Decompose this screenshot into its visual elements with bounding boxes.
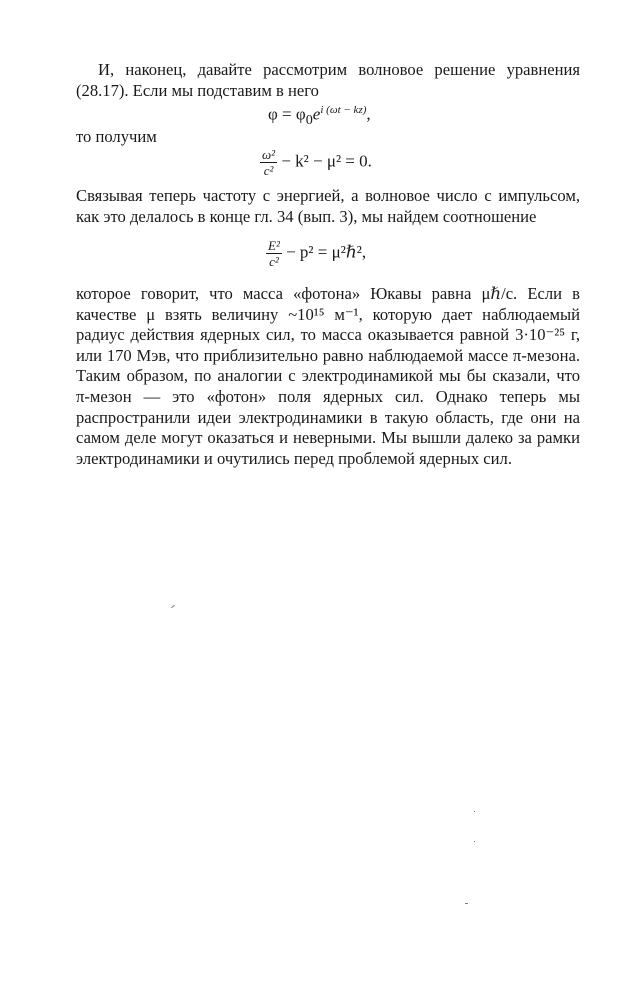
equation-wave-solution (268, 104, 371, 129)
fraction-omega-c (260, 147, 277, 178)
scan-speck (465, 903, 468, 904)
equation-dispersion (260, 147, 372, 178)
fraction-numerator: ω² (262, 147, 276, 162)
paragraph-yukawa-mass: которое говорит, что масса «фотона» Юкавы равна μℏ/c. Если в качестве μ взять величину ~10¹⁵ м⁻¹, которую дает наблюдаемый радиус действия ядерных сил, то масса оказывается равной 3·10⁻²⁵ г, или 170 Мэв, что приблизительно равно наблюдаемой массе π-мезона. Таким образом, по аналогии с электродинамикой мы бы сказали, что π-мезон — это «фотон» поля ядерных сил. Однако теперь мы распространили идеи электродинамики в такую область, где они на самом деле могут оказаться и неверными. Мы вышли далеко за рамки электродинамики и очутились перед проблемой ядерных сил. (76, 284, 580, 468)
paragraph-then: то получим (76, 127, 157, 146)
fraction-denominator: c² (263, 163, 274, 178)
equation-lhs: φ = φ (268, 104, 306, 124)
fraction-denominator: c² (269, 254, 279, 269)
equation-trail: , (366, 104, 371, 124)
equation-energy-momentum (266, 238, 366, 269)
scan-speck (474, 841, 475, 842)
fraction-numerator: E² (268, 238, 280, 253)
scan-speck (171, 605, 175, 608)
fraction-e-c (266, 238, 282, 269)
paragraph-energy-momentum: Связывая теперь частоту с энергией, а волновое число с импульсом, как это делалось в конце гл. 34 (вып. 3), мы найдем соотношение (76, 186, 580, 226)
paragraph-intro: И, наконец, давайте рассмотрим волновое решение уравнения (28.17). Если мы подставим в него (76, 60, 580, 100)
scan-speck (474, 811, 475, 812)
equation-rest: − p² = μ²ℏ², (286, 242, 367, 262)
equation-subscript: 0 (305, 112, 313, 129)
equation-rest: − k² − μ² = 0. (281, 151, 372, 171)
equation-exponent: i (ωt − kz) (320, 104, 367, 116)
equation-base: e (312, 104, 321, 124)
